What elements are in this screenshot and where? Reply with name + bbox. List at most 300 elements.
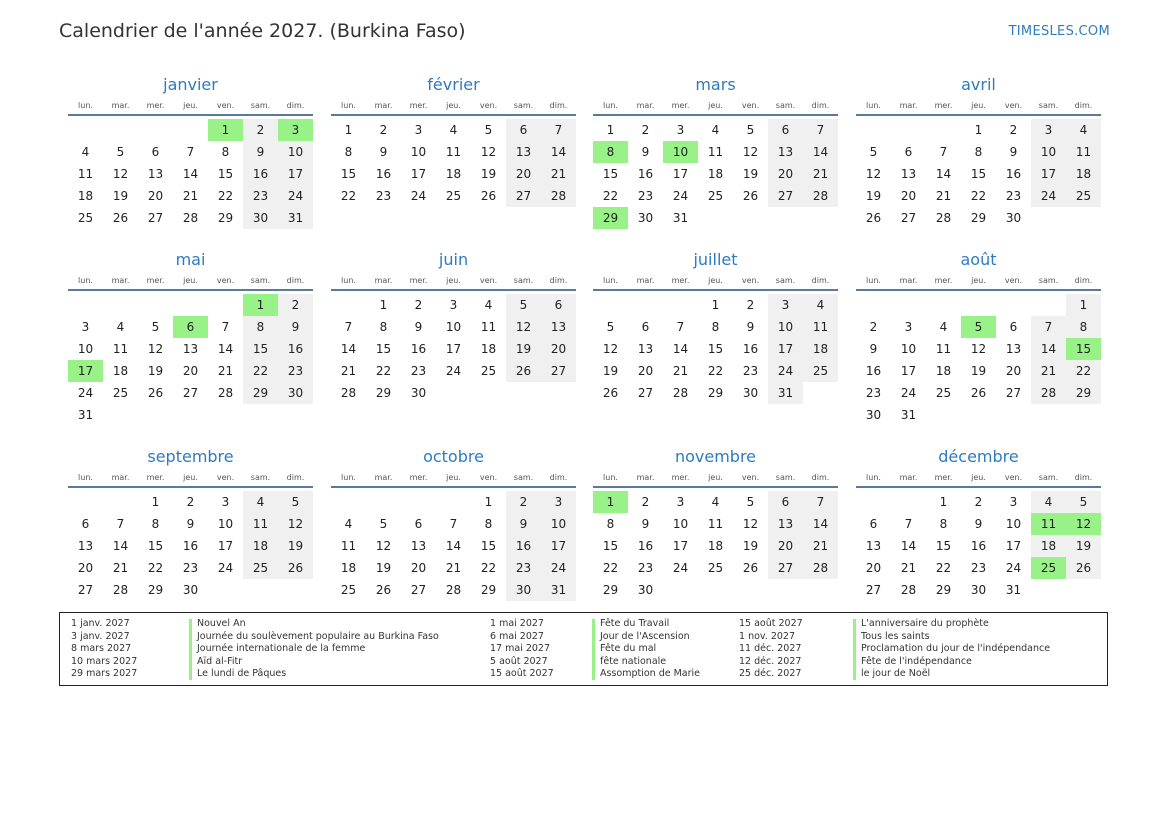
day-cell[interactable]: 29: [243, 382, 278, 404]
day-cell[interactable]: 12: [375, 539, 392, 553]
day-cell[interactable]: 13: [865, 539, 882, 553]
day-cell[interactable]: 23: [637, 189, 654, 203]
day-cell[interactable]: 19: [742, 167, 759, 181]
day-cell[interactable]: 20: [410, 561, 427, 575]
day-cell[interactable]: 21: [803, 163, 838, 185]
day-cell[interactable]: 4: [939, 320, 948, 334]
day-cell[interactable]: 25: [340, 583, 357, 597]
day-cell[interactable]: 22: [707, 364, 724, 378]
day-cell[interactable]: 12: [865, 167, 882, 181]
day-cell[interactable]: 20: [768, 535, 803, 557]
day-cell[interactable]: 30: [1005, 211, 1022, 225]
day-cell[interactable]: 6: [641, 320, 650, 334]
day-cell[interactable]: 12: [970, 342, 987, 356]
day-cell[interactable]: 13: [410, 539, 427, 553]
day-cell[interactable]: 27: [410, 583, 427, 597]
day-cell[interactable]: 27: [865, 583, 882, 597]
day-cell[interactable]: 30: [970, 583, 987, 597]
day-cell[interactable]: 24: [445, 364, 462, 378]
day-cell[interactable]: 24: [900, 386, 917, 400]
day-cell[interactable]: 20: [147, 189, 164, 203]
day-cell[interactable]: 2: [1009, 123, 1018, 137]
day-cell[interactable]: 22: [243, 360, 278, 382]
day-cell[interactable]: 1: [208, 119, 243, 141]
day-cell[interactable]: 18: [707, 167, 724, 181]
day-cell[interactable]: 21: [112, 561, 129, 575]
day-cell[interactable]: 13: [768, 513, 803, 535]
day-cell[interactable]: 20: [541, 338, 576, 360]
day-cell[interactable]: 24: [410, 189, 427, 203]
day-cell[interactable]: 9: [746, 320, 755, 334]
day-cell[interactable]: 7: [939, 145, 948, 159]
day-cell[interactable]: 7: [676, 320, 685, 334]
day-cell[interactable]: 4: [1031, 491, 1066, 513]
day-cell[interactable]: 5: [869, 145, 878, 159]
day-cell[interactable]: 29: [970, 211, 987, 225]
day-cell[interactable]: 16: [243, 163, 278, 185]
day-cell[interactable]: 22: [602, 189, 619, 203]
day-cell[interactable]: 26: [278, 557, 313, 579]
day-cell[interactable]: 30: [742, 386, 759, 400]
day-cell[interactable]: 23: [182, 561, 199, 575]
day-cell[interactable]: 6: [151, 145, 160, 159]
day-cell[interactable]: 27: [637, 386, 654, 400]
day-cell[interactable]: 22: [147, 561, 164, 575]
day-cell[interactable]: 5: [379, 517, 388, 531]
day-cell[interactable]: 4: [711, 495, 720, 509]
day-cell[interactable]: 2: [974, 495, 983, 509]
day-cell[interactable]: 1: [484, 495, 493, 509]
day-cell[interactable]: 20: [1005, 364, 1022, 378]
day-cell[interactable]: 30: [410, 386, 427, 400]
day-cell[interactable]: 17: [900, 364, 917, 378]
day-cell[interactable]: 17: [68, 360, 103, 382]
day-cell[interactable]: 26: [742, 189, 759, 203]
day-cell[interactable]: 16: [410, 342, 427, 356]
day-cell[interactable]: 28: [340, 386, 357, 400]
day-cell[interactable]: 24: [768, 360, 803, 382]
day-cell[interactable]: 13: [147, 167, 164, 181]
day-cell[interactable]: 12: [278, 513, 313, 535]
day-cell[interactable]: 31: [672, 211, 689, 225]
day-cell[interactable]: 8: [151, 517, 160, 531]
day-cell[interactable]: 19: [375, 561, 392, 575]
day-cell[interactable]: 6: [1009, 320, 1018, 334]
day-cell[interactable]: 27: [900, 211, 917, 225]
day-cell[interactable]: 16: [278, 338, 313, 360]
day-cell[interactable]: 21: [217, 364, 234, 378]
day-cell[interactable]: 11: [1031, 513, 1066, 535]
day-cell[interactable]: 16: [865, 364, 882, 378]
day-cell[interactable]: 9: [641, 517, 650, 531]
day-cell[interactable]: 27: [1005, 386, 1022, 400]
day-cell[interactable]: 21: [935, 189, 952, 203]
day-cell[interactable]: 29: [217, 211, 234, 225]
day-cell[interactable]: 17: [278, 163, 313, 185]
day-cell[interactable]: 2: [243, 119, 278, 141]
day-cell[interactable]: 5: [746, 123, 755, 137]
day-cell[interactable]: 30: [865, 408, 882, 422]
day-cell[interactable]: 16: [970, 539, 987, 553]
day-cell[interactable]: 31: [278, 207, 313, 229]
day-cell[interactable]: 3: [541, 491, 576, 513]
day-cell[interactable]: 4: [484, 298, 493, 312]
day-cell[interactable]: 19: [970, 364, 987, 378]
day-cell[interactable]: 3: [768, 294, 803, 316]
day-cell[interactable]: 30: [637, 583, 654, 597]
day-cell[interactable]: 12: [1066, 513, 1101, 535]
day-cell[interactable]: 1: [939, 495, 948, 509]
day-cell[interactable]: 14: [182, 167, 199, 181]
day-cell[interactable]: 16: [375, 167, 392, 181]
day-cell[interactable]: 26: [506, 360, 541, 382]
day-cell[interactable]: 13: [541, 316, 576, 338]
day-cell[interactable]: 4: [243, 491, 278, 513]
day-cell[interactable]: 24: [1005, 561, 1022, 575]
day-cell[interactable]: 12: [480, 145, 497, 159]
day-cell[interactable]: 11: [340, 539, 357, 553]
day-cell[interactable]: 20: [865, 561, 882, 575]
day-cell[interactable]: 10: [410, 145, 427, 159]
day-cell[interactable]: 15: [970, 167, 987, 181]
day-cell[interactable]: 17: [1031, 163, 1066, 185]
day-cell[interactable]: 13: [900, 167, 917, 181]
day-cell[interactable]: 3: [676, 495, 685, 509]
day-cell[interactable]: 1: [151, 495, 160, 509]
day-cell[interactable]: 15: [602, 167, 619, 181]
day-cell[interactable]: 2: [506, 491, 541, 513]
day-cell[interactable]: 1: [379, 298, 388, 312]
day-cell[interactable]: 3: [449, 298, 458, 312]
day-cell[interactable]: 8: [939, 517, 948, 531]
day-cell[interactable]: 14: [217, 342, 234, 356]
day-cell[interactable]: 31: [768, 382, 803, 404]
day-cell[interactable]: 22: [217, 189, 234, 203]
day-cell[interactable]: 23: [742, 364, 759, 378]
day-cell[interactable]: 28: [672, 386, 689, 400]
day-cell[interactable]: 3: [1009, 495, 1018, 509]
day-cell[interactable]: 15: [217, 167, 234, 181]
day-cell[interactable]: 26: [865, 211, 882, 225]
day-cell[interactable]: 22: [602, 561, 619, 575]
day-cell[interactable]: 7: [904, 517, 913, 531]
day-cell[interactable]: 17: [672, 539, 689, 553]
day-cell[interactable]: 18: [480, 342, 497, 356]
day-cell[interactable]: 15: [935, 539, 952, 553]
day-cell[interactable]: 30: [278, 382, 313, 404]
day-cell[interactable]: 1: [593, 491, 628, 513]
day-cell[interactable]: 29: [707, 386, 724, 400]
day-cell[interactable]: 2: [641, 495, 650, 509]
day-cell[interactable]: 18: [1031, 535, 1066, 557]
day-cell[interactable]: 8: [711, 320, 720, 334]
day-cell[interactable]: 13: [1005, 342, 1022, 356]
day-cell[interactable]: 23: [375, 189, 392, 203]
day-cell[interactable]: 6: [869, 517, 878, 531]
day-cell[interactable]: 27: [147, 211, 164, 225]
day-cell[interactable]: 7: [344, 320, 353, 334]
day-cell[interactable]: 26: [742, 561, 759, 575]
day-cell[interactable]: 6: [768, 119, 803, 141]
day-cell[interactable]: 25: [1031, 557, 1066, 579]
day-cell[interactable]: 18: [1066, 163, 1101, 185]
day-cell[interactable]: 19: [1066, 535, 1101, 557]
day-cell[interactable]: 12: [602, 342, 619, 356]
day-cell[interactable]: 19: [112, 189, 129, 203]
day-cell[interactable]: 2: [379, 123, 388, 137]
day-cell[interactable]: 10: [217, 517, 234, 531]
day-cell[interactable]: 27: [768, 557, 803, 579]
day-cell[interactable]: 7: [116, 517, 125, 531]
day-cell[interactable]: 3: [414, 123, 423, 137]
day-cell[interactable]: 21: [340, 364, 357, 378]
day-cell[interactable]: 21: [900, 561, 917, 575]
day-cell[interactable]: 4: [1066, 119, 1101, 141]
day-cell[interactable]: 14: [900, 539, 917, 553]
day-cell[interactable]: 6: [904, 145, 913, 159]
day-cell[interactable]: 21: [1031, 360, 1066, 382]
day-cell[interactable]: 7: [221, 320, 230, 334]
day-cell[interactable]: 10: [900, 342, 917, 356]
day-cell[interactable]: 26: [1066, 557, 1101, 579]
day-cell[interactable]: 10: [445, 320, 462, 334]
day-cell[interactable]: 2: [869, 320, 878, 334]
day-cell[interactable]: 21: [672, 364, 689, 378]
day-cell[interactable]: 5: [278, 491, 313, 513]
day-cell[interactable]: 25: [77, 211, 94, 225]
day-cell[interactable]: 25: [707, 189, 724, 203]
day-cell[interactable]: 25: [243, 557, 278, 579]
day-cell[interactable]: 3: [904, 320, 913, 334]
day-cell[interactable]: 18: [935, 364, 952, 378]
day-cell[interactable]: 19: [480, 167, 497, 181]
day-cell[interactable]: 16: [637, 539, 654, 553]
day-cell[interactable]: 18: [803, 338, 838, 360]
day-cell[interactable]: 19: [742, 539, 759, 553]
day-cell[interactable]: 26: [147, 386, 164, 400]
day-cell[interactable]: 9: [641, 145, 650, 159]
day-cell[interactable]: 10: [672, 517, 689, 531]
day-cell[interactable]: 9: [278, 316, 313, 338]
day-cell[interactable]: 29: [375, 386, 392, 400]
day-cell[interactable]: 23: [637, 561, 654, 575]
day-cell[interactable]: 26: [970, 386, 987, 400]
day-cell[interactable]: 8: [606, 517, 615, 531]
day-cell[interactable]: 24: [77, 386, 94, 400]
day-cell[interactable]: 9: [186, 517, 195, 531]
day-cell[interactable]: 28: [935, 211, 952, 225]
day-cell[interactable]: 21: [541, 163, 576, 185]
day-cell[interactable]: 18: [243, 535, 278, 557]
day-cell[interactable]: 14: [672, 342, 689, 356]
day-cell[interactable]: 8: [974, 145, 983, 159]
day-cell[interactable]: 25: [480, 364, 497, 378]
day-cell[interactable]: 30: [637, 211, 654, 225]
day-cell[interactable]: 18: [112, 364, 129, 378]
day-cell[interactable]: 2: [641, 123, 650, 137]
day-cell[interactable]: 26: [480, 189, 497, 203]
day-cell[interactable]: 28: [803, 185, 838, 207]
day-cell[interactable]: 8: [593, 141, 628, 163]
day-cell[interactable]: 4: [81, 145, 90, 159]
day-cell[interactable]: 3: [676, 123, 685, 137]
day-cell[interactable]: 20: [182, 364, 199, 378]
day-cell[interactable]: 10: [1031, 141, 1066, 163]
day-cell[interactable]: 11: [480, 320, 497, 334]
day-cell[interactable]: 23: [506, 557, 541, 579]
day-cell[interactable]: 11: [112, 342, 129, 356]
day-cell[interactable]: 23: [243, 185, 278, 207]
day-cell[interactable]: 20: [506, 163, 541, 185]
day-cell[interactable]: 15: [243, 338, 278, 360]
day-cell[interactable]: 21: [182, 189, 199, 203]
day-cell[interactable]: 12: [742, 145, 759, 159]
day-cell[interactable]: 12: [112, 167, 129, 181]
day-cell[interactable]: 6: [173, 316, 208, 338]
day-cell[interactable]: 27: [541, 360, 576, 382]
day-cell[interactable]: 21: [445, 561, 462, 575]
day-cell[interactable]: 22: [1066, 360, 1101, 382]
day-cell[interactable]: 15: [602, 539, 619, 553]
day-cell[interactable]: 17: [217, 539, 234, 553]
day-cell[interactable]: 15: [147, 539, 164, 553]
day-cell[interactable]: 29: [602, 583, 619, 597]
day-cell[interactable]: 27: [182, 386, 199, 400]
day-cell[interactable]: 12: [742, 517, 759, 531]
day-cell[interactable]: 14: [803, 513, 838, 535]
day-cell[interactable]: 17: [672, 167, 689, 181]
day-cell[interactable]: 9: [974, 517, 983, 531]
day-cell[interactable]: 28: [445, 583, 462, 597]
day-cell[interactable]: 20: [900, 189, 917, 203]
day-cell[interactable]: 19: [147, 364, 164, 378]
day-cell[interactable]: 27: [77, 583, 94, 597]
day-cell[interactable]: 19: [602, 364, 619, 378]
day-cell[interactable]: 7: [186, 145, 195, 159]
day-cell[interactable]: 13: [637, 342, 654, 356]
day-cell[interactable]: 8: [344, 145, 353, 159]
day-cell[interactable]: 22: [340, 189, 357, 203]
day-cell[interactable]: 19: [506, 338, 541, 360]
day-cell[interactable]: 4: [116, 320, 125, 334]
day-cell[interactable]: 23: [1005, 189, 1022, 203]
day-cell[interactable]: 13: [768, 141, 803, 163]
day-cell[interactable]: 31: [77, 408, 94, 422]
day-cell[interactable]: 17: [768, 338, 803, 360]
day-cell[interactable]: 24: [1031, 185, 1066, 207]
day-cell[interactable]: 11: [707, 145, 724, 159]
day-cell[interactable]: 6: [414, 517, 423, 531]
day-cell[interactable]: 26: [602, 386, 619, 400]
day-cell[interactable]: 7: [1031, 316, 1066, 338]
day-cell[interactable]: 22: [480, 561, 497, 575]
day-cell[interactable]: 6: [541, 294, 576, 316]
day-cell[interactable]: 3: [278, 119, 313, 141]
day-cell[interactable]: 17: [1005, 539, 1022, 553]
day-cell[interactable]: 27: [506, 185, 541, 207]
day-cell[interactable]: 14: [445, 539, 462, 553]
day-cell[interactable]: 9: [1009, 145, 1018, 159]
day-cell[interactable]: 26: [375, 583, 392, 597]
day-cell[interactable]: 1: [974, 123, 983, 137]
day-cell[interactable]: 20: [77, 561, 94, 575]
day-cell[interactable]: 2: [278, 294, 313, 316]
day-cell[interactable]: 4: [803, 294, 838, 316]
day-cell[interactable]: 11: [803, 316, 838, 338]
day-cell[interactable]: 11: [935, 342, 952, 356]
day-cell[interactable]: 2: [414, 298, 423, 312]
day-cell[interactable]: 9: [379, 145, 388, 159]
day-cell[interactable]: 22: [375, 364, 392, 378]
day-cell[interactable]: 11: [445, 145, 462, 159]
day-cell[interactable]: 3: [221, 495, 230, 509]
day-cell[interactable]: 22: [970, 189, 987, 203]
day-cell[interactable]: 22: [935, 561, 952, 575]
day-cell[interactable]: 14: [935, 167, 952, 181]
day-cell[interactable]: 8: [1066, 316, 1101, 338]
day-cell[interactable]: 18: [77, 189, 94, 203]
day-cell[interactable]: 15: [340, 167, 357, 181]
day-cell[interactable]: 14: [541, 141, 576, 163]
day-cell[interactable]: 9: [506, 513, 541, 535]
day-cell[interactable]: 24: [541, 557, 576, 579]
day-cell[interactable]: 21: [803, 535, 838, 557]
day-cell[interactable]: 15: [375, 342, 392, 356]
day-cell[interactable]: 17: [410, 167, 427, 181]
day-cell[interactable]: 24: [278, 185, 313, 207]
day-cell[interactable]: 29: [480, 583, 497, 597]
day-cell[interactable]: 2: [746, 298, 755, 312]
day-cell[interactable]: 12: [147, 342, 164, 356]
day-cell[interactable]: 5: [484, 123, 493, 137]
day-cell[interactable]: 15: [1066, 338, 1101, 360]
day-cell[interactable]: 28: [217, 386, 234, 400]
day-cell[interactable]: 16: [1005, 167, 1022, 181]
day-cell[interactable]: 5: [961, 316, 996, 338]
day-cell[interactable]: 28: [803, 557, 838, 579]
day-cell[interactable]: 23: [278, 360, 313, 382]
day-cell[interactable]: 10: [768, 316, 803, 338]
day-cell[interactable]: 10: [541, 513, 576, 535]
day-cell[interactable]: 10: [663, 141, 698, 163]
day-cell[interactable]: 4: [344, 517, 353, 531]
day-cell[interactable]: 27: [768, 185, 803, 207]
day-cell[interactable]: 6: [506, 119, 541, 141]
day-cell[interactable]: 13: [77, 539, 94, 553]
day-cell[interactable]: 29: [593, 207, 628, 229]
day-cell[interactable]: 14: [112, 539, 129, 553]
day-cell[interactable]: 31: [541, 579, 576, 601]
day-cell[interactable]: 9: [414, 320, 423, 334]
day-cell[interactable]: 19: [865, 189, 882, 203]
day-cell[interactable]: 13: [182, 342, 199, 356]
day-cell[interactable]: 5: [151, 320, 160, 334]
day-cell[interactable]: 18: [445, 167, 462, 181]
day-cell[interactable]: 8: [484, 517, 493, 531]
day-cell[interactable]: 18: [340, 561, 357, 575]
day-cell[interactable]: 29: [147, 583, 164, 597]
day-cell[interactable]: 14: [1031, 338, 1066, 360]
day-cell[interactable]: 30: [506, 579, 541, 601]
day-cell[interactable]: 1: [711, 298, 720, 312]
day-cell[interactable]: 23: [865, 386, 882, 400]
day-cell[interactable]: 25: [112, 386, 129, 400]
day-cell[interactable]: 5: [1066, 491, 1101, 513]
day-cell[interactable]: 25: [445, 189, 462, 203]
day-cell[interactable]: 25: [1066, 185, 1101, 207]
day-cell[interactable]: 19: [278, 535, 313, 557]
day-cell[interactable]: 20: [768, 163, 803, 185]
